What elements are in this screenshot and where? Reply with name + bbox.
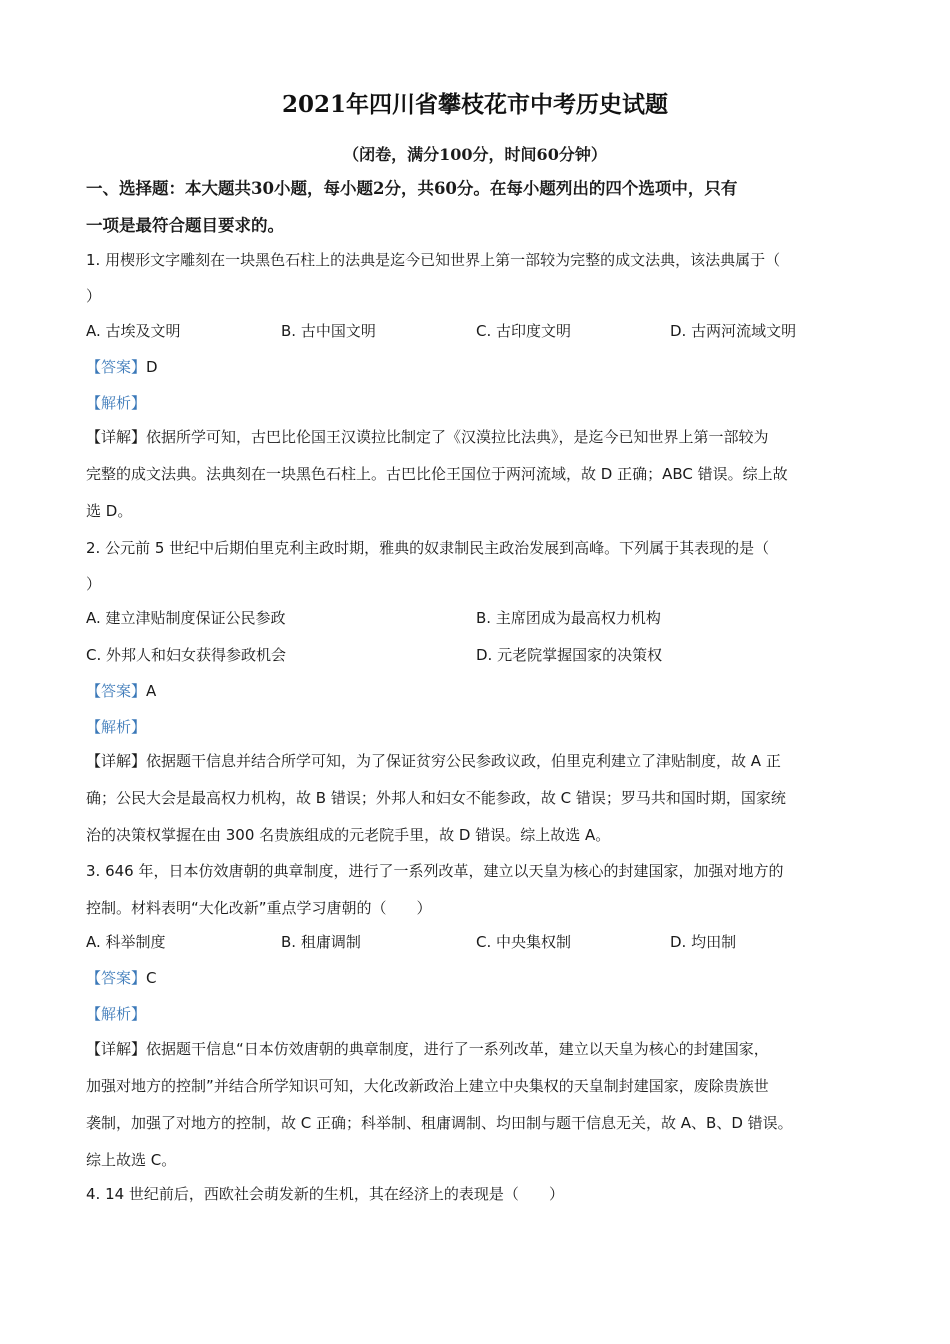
q3-stem-line-2: 控制。材料表明“大化改新”重点学习唐朝的（ ） bbox=[86, 899, 432, 917]
q2-option-b: B. 主席团成为最高权力机构 bbox=[476, 609, 661, 627]
q2-detail-text-1: 依据题干信息并结合所学可知，为了保证贫穷公民参政议政，伯里克利建立了津贴制度，故 A 正 bbox=[146, 752, 781, 770]
answer-label: 【答案】 bbox=[86, 969, 147, 987]
q3-answer bbox=[86, 967, 876, 989]
q3-detail-text-1: 依据题干信息“日本仿效唐朝的典章制度，进行了一系列改革，建立以天皇为核心的封建国家， bbox=[146, 1040, 769, 1058]
q3-option-a: A. 科举制度 bbox=[86, 933, 166, 951]
q2-answer-value: A bbox=[146, 682, 157, 700]
q1-option-d: D. 古两河流域文明 bbox=[670, 322, 797, 340]
q2-stem-line-1: 2. 公元前 5 世纪中后期伯里克利主政时期，雅典的奴隶制民主政治发展到高峰。下列属于其表现的是（ bbox=[86, 539, 770, 557]
analysis-label: 【解析】 bbox=[86, 718, 147, 736]
q3-answer-value: C bbox=[146, 969, 157, 987]
q2-analysis bbox=[86, 716, 876, 738]
analysis-label: 【解析】 bbox=[86, 394, 147, 412]
q1-detail-line-2: 完整的成文法典。法典刻在一块黑色石柱上。古巴比伦王国位于两河流域，故 D 正确；ABC 错误。综上故 bbox=[86, 465, 788, 483]
q2-option-c: C. 外邦人和妇女获得参政机会 bbox=[86, 646, 287, 664]
q1-stem-line-1: 1. 用楔形文字雕刻在一块黑色石柱上的法典是迄今已知世界上第一部较为完整的成文法典，该法典属于（ bbox=[86, 251, 781, 269]
q2-option-d: D. 元老院掌握国家的决策权 bbox=[476, 646, 663, 664]
answer-label: 【答案】 bbox=[86, 682, 147, 700]
q3-option-c: C. 中央集权制 bbox=[476, 933, 572, 951]
q3-detail-line-4: 综上故选 C。 bbox=[86, 1151, 177, 1169]
detail-label: 【详解】 bbox=[86, 428, 147, 446]
q1-option-c: C. 古印度文明 bbox=[476, 322, 572, 340]
answer-label: 【答案】 bbox=[86, 358, 147, 376]
q3-option-b: B. 租庸调制 bbox=[281, 933, 361, 951]
q1-detail-text-1: 依据所学可知，古巴比伦国王汉谟拉比制定了《汉漠拉比法典》，是迄今已知世界上第一部较为 bbox=[146, 428, 769, 446]
q2-detail-line-3: 治的决策权掌握在由 300 名贵族组成的元老院手里，故 D 错误。综上故选 A。 bbox=[86, 826, 611, 844]
q2-detail-line-1 bbox=[86, 750, 876, 772]
q1-option-a: A. 古埃及文明 bbox=[86, 322, 181, 340]
detail-label: 【详解】 bbox=[86, 1040, 147, 1058]
section-heading-line-2: 一项是最符合题目要求的。 bbox=[86, 216, 284, 235]
q2-detail-line-2: 确；公民大会是最高权力机构，故 B 错误；外邦人和妇女不能参政，故 C 错误；罗马共和国时期，国家统 bbox=[86, 789, 786, 807]
q3-option-d: D. 均田制 bbox=[670, 933, 737, 951]
q3-detail-line-3: 袭制，加强了对地方的控制，故 C 正确；科举制、租庸调制、均田制与题干信息无关，故 A、B、D 错误。 bbox=[86, 1114, 793, 1132]
q1-detail-line-3: 选 D。 bbox=[86, 502, 133, 520]
page-subtitle: （闭卷，满分100分，时间60分钟） bbox=[343, 145, 607, 164]
q1-answer-value: D bbox=[146, 358, 158, 376]
q3-detail-line-1 bbox=[86, 1038, 876, 1060]
q4-stem-line-1: 4. 14 世纪前后，西欧社会萌发新的生机，其在经济上的表现是（ ） bbox=[86, 1185, 564, 1203]
page-title: 2021年四川省攀枝花市中考历史试题 bbox=[281, 91, 668, 118]
q1-answer bbox=[86, 356, 876, 378]
q3-analysis bbox=[86, 1003, 876, 1025]
q1-stem-line-2: ） bbox=[86, 287, 102, 305]
detail-label: 【详解】 bbox=[86, 752, 147, 770]
q1-detail-line-1 bbox=[86, 426, 876, 448]
q1-analysis bbox=[86, 392, 876, 414]
q1-option-b: B. 古中国文明 bbox=[281, 322, 376, 340]
q2-stem-line-2: ） bbox=[86, 575, 102, 593]
q3-detail-line-2: 加强对地方的控制”并结合所学知识可知，大化改新政治上建立中央集权的天皇制封建国家，废除贵族世 bbox=[86, 1077, 769, 1095]
analysis-label: 【解析】 bbox=[86, 1005, 147, 1023]
q2-answer bbox=[86, 680, 876, 702]
q2-option-a: A. 建立津贴制度保证公民参政 bbox=[86, 609, 286, 627]
section-heading-line-1: 一、选择题：本大题共30小题，每小题2分，共60分。在每小题列出的四个选项中，只有 bbox=[86, 179, 738, 198]
q3-stem-line-1: 3. 646 年，日本仿效唐朝的典章制度，进行了一系列改革，建立以天皇为核心的封建国家，加强对地方的 bbox=[86, 862, 784, 880]
